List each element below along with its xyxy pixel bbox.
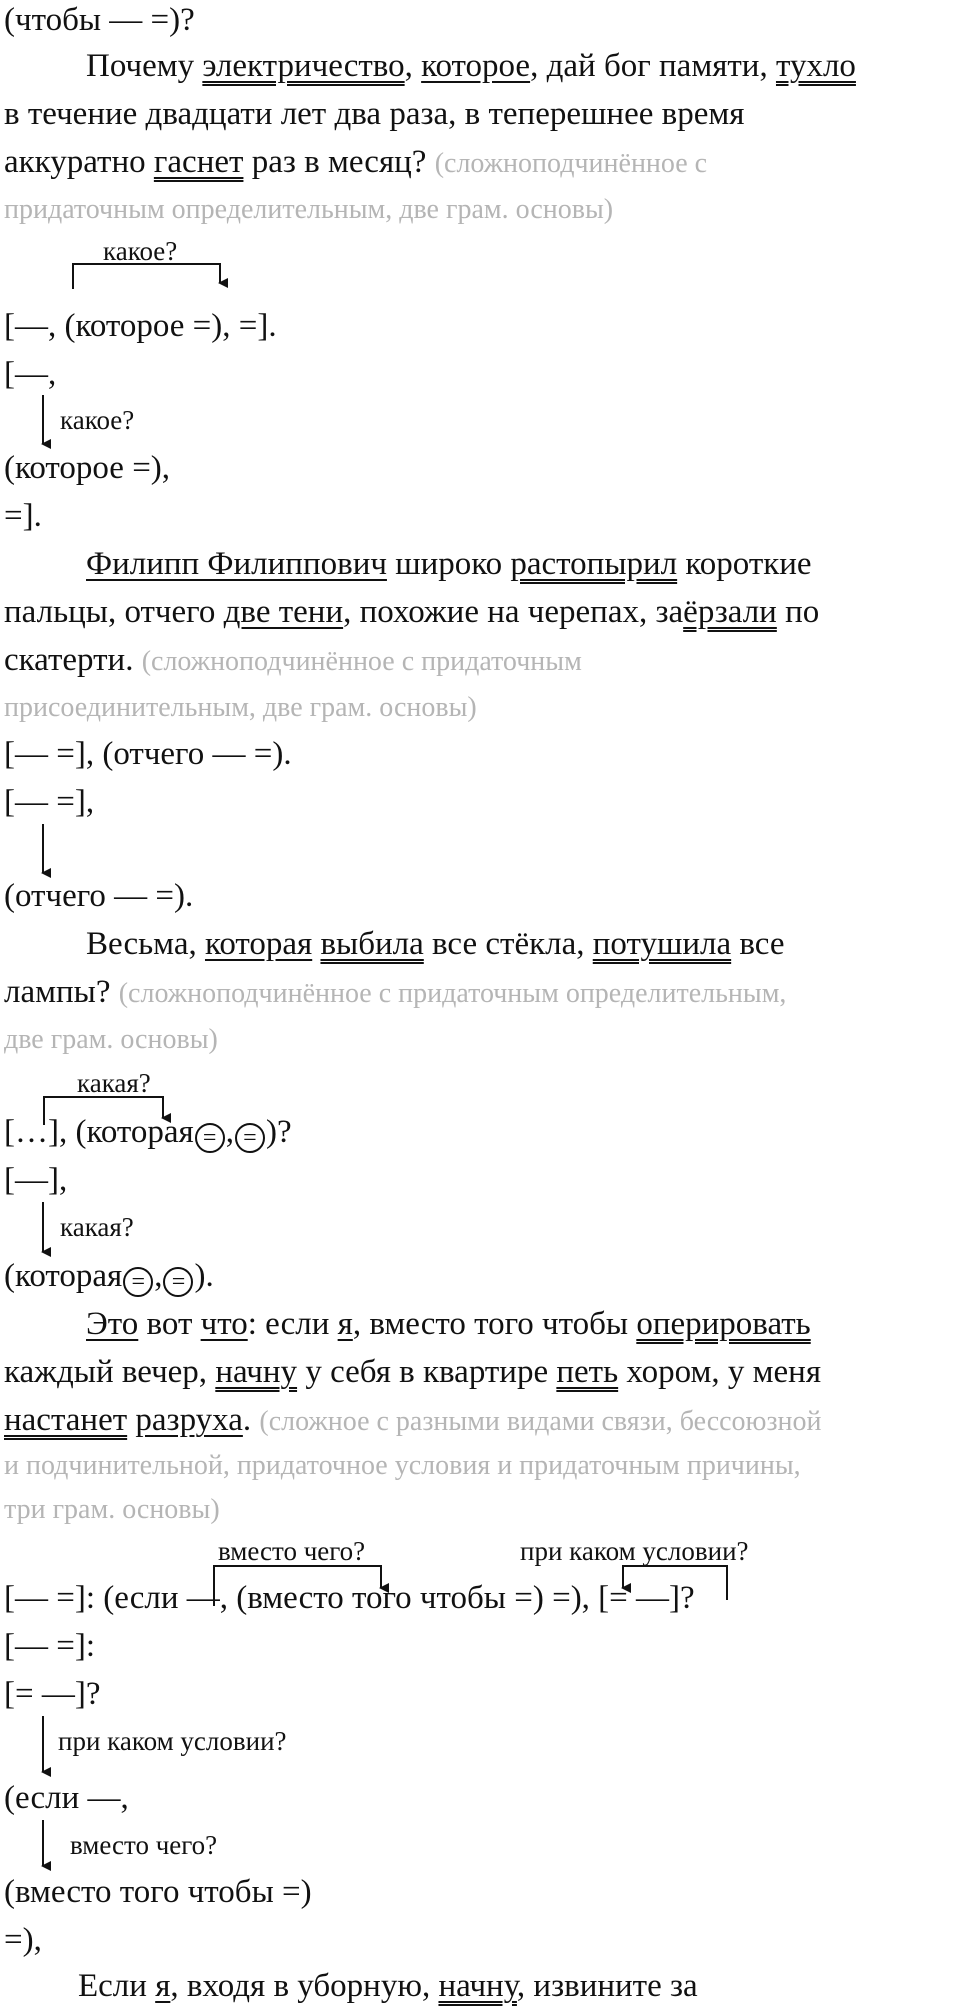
subject-word: разруха — [135, 1402, 243, 1438]
question-label: какое? — [60, 405, 135, 435]
predicate-word: гаснет — [153, 144, 244, 180]
scheme-line: (вместо того чтобы =) — [4, 1874, 312, 1910]
scheme-line: […], (которая = , = )? — [4, 1114, 292, 1151]
annotation: (сложноподчинённое с придаточным — [141, 646, 582, 677]
predicate-word: потушила — [592, 926, 732, 962]
scheme-line: =]. — [4, 498, 42, 534]
paragraph-line: Филипп Филиппович широко растопырил короткие — [86, 546, 812, 582]
scheme-line: [— =]: (если —, (вместо того чтобы =) =), [= —]? — [4, 1580, 695, 1616]
subject-word: которая — [204, 926, 313, 962]
annotation: и подчинительной, придаточное условия и придаточным причины, — [4, 1450, 801, 1481]
predicate-word: растопырил — [510, 546, 678, 582]
subject-word: я — [337, 1306, 353, 1342]
annotation: присоединительным, две грам. основы) — [4, 692, 477, 723]
scheme-line: [— =], (отчего — =). — [4, 736, 292, 772]
subject-word: электричество — [202, 48, 405, 84]
paragraph-line: Если я, входя в уборную, начну, извините за — [78, 1968, 698, 2004]
scheme-line: (отчего — =). — [4, 878, 194, 914]
paragraph-line: Это вот что: если я, вместо того чтобы оперировать — [86, 1306, 811, 1342]
scheme-line: (которая = , = ). — [4, 1258, 214, 1295]
predicate-word: оперировать — [636, 1306, 811, 1342]
subject-word: которое — [421, 48, 531, 84]
scheme-line: (если —, — [4, 1780, 129, 1816]
annotation: придаточным определительным, две грам. основы) — [4, 194, 614, 225]
annotation: (сложноподчинённое с придаточным определительным, — [118, 978, 787, 1009]
paragraph-line: пальцы, отчего две тени, похожие на черепах, заёрзали по — [4, 594, 820, 630]
subject-word: что — [200, 1306, 248, 1342]
question-label: какая? — [77, 1068, 151, 1098]
paragraph-line: скатерти. (сложноподчинённое с придаточным — [4, 642, 582, 678]
scheme-line: [= —]? — [4, 1676, 101, 1712]
scheme-line: =), — [4, 1922, 42, 1958]
subject-word: я — [155, 1968, 171, 2004]
annotation: (сложноподчинённое с — [434, 148, 708, 179]
subject-word: две тени — [223, 594, 344, 630]
predicate-word: начну — [215, 1354, 298, 1390]
question-label: при каком условии? — [520, 1536, 749, 1566]
predicate-word: начну — [438, 1968, 517, 2004]
scheme-line: [— =], — [4, 784, 95, 820]
predicate-word: петь — [556, 1354, 619, 1390]
scheme-line: [— =]: — [4, 1628, 96, 1664]
annotation: две грам. основы) — [4, 1024, 218, 1055]
circled-predicate: = — [235, 1123, 265, 1153]
predicate-word: ёрзали — [683, 594, 777, 630]
question-label: вместо чего? — [70, 1830, 218, 1860]
text-line: (чтобы — =)? — [4, 2, 195, 38]
subject-word: Это — [86, 1306, 139, 1342]
paragraph-line: каждый вечер, начну у себя в квартире петь хором, у меня — [4, 1354, 822, 1390]
paragraph-line: в течение двадцати лет два раза, в теперешнее время — [4, 96, 745, 132]
scheme-line: [—, — [4, 356, 57, 392]
annotation: три грам. основы) — [4, 1494, 220, 1525]
question-label: при каком условии? — [58, 1726, 287, 1756]
annotation: (сложное с разными видами связи, бессоюзной — [259, 1406, 822, 1437]
paragraph-line: аккуратно гаснет раз в месяц? (сложноподчинённое с — [4, 144, 708, 180]
scheme-line: (которое =), — [4, 450, 171, 486]
predicate-word: выбила — [320, 926, 424, 962]
dependency-bracket — [73, 264, 220, 289]
predicate-word: тухло — [775, 48, 856, 84]
question-label: какая? — [60, 1212, 134, 1242]
scheme-line: [—], — [4, 1162, 68, 1198]
paragraph-line: настанет разруха. (сложное с разными видами связи, бессоюзной — [4, 1402, 822, 1438]
circled-predicate: = — [123, 1267, 153, 1297]
scheme-line: [—, (которое =), =]. — [4, 308, 277, 344]
subject-word: Филипп Филиппович — [86, 546, 387, 582]
question-label: вместо чего? — [218, 1536, 366, 1566]
circled-predicate: = — [195, 1123, 225, 1153]
paragraph-line: лампы? (сложноподчинённое с придаточным определительным, — [4, 974, 787, 1010]
paragraph-line: Весьма, которая выбила все стёкла, потушила все — [86, 926, 785, 962]
predicate-word: настанет — [4, 1402, 128, 1438]
question-label: какое? — [103, 236, 178, 266]
circled-predicate: = — [163, 1267, 193, 1297]
paragraph-line: Почему электричество, которое, дай бог памяти, тухло — [86, 48, 856, 84]
